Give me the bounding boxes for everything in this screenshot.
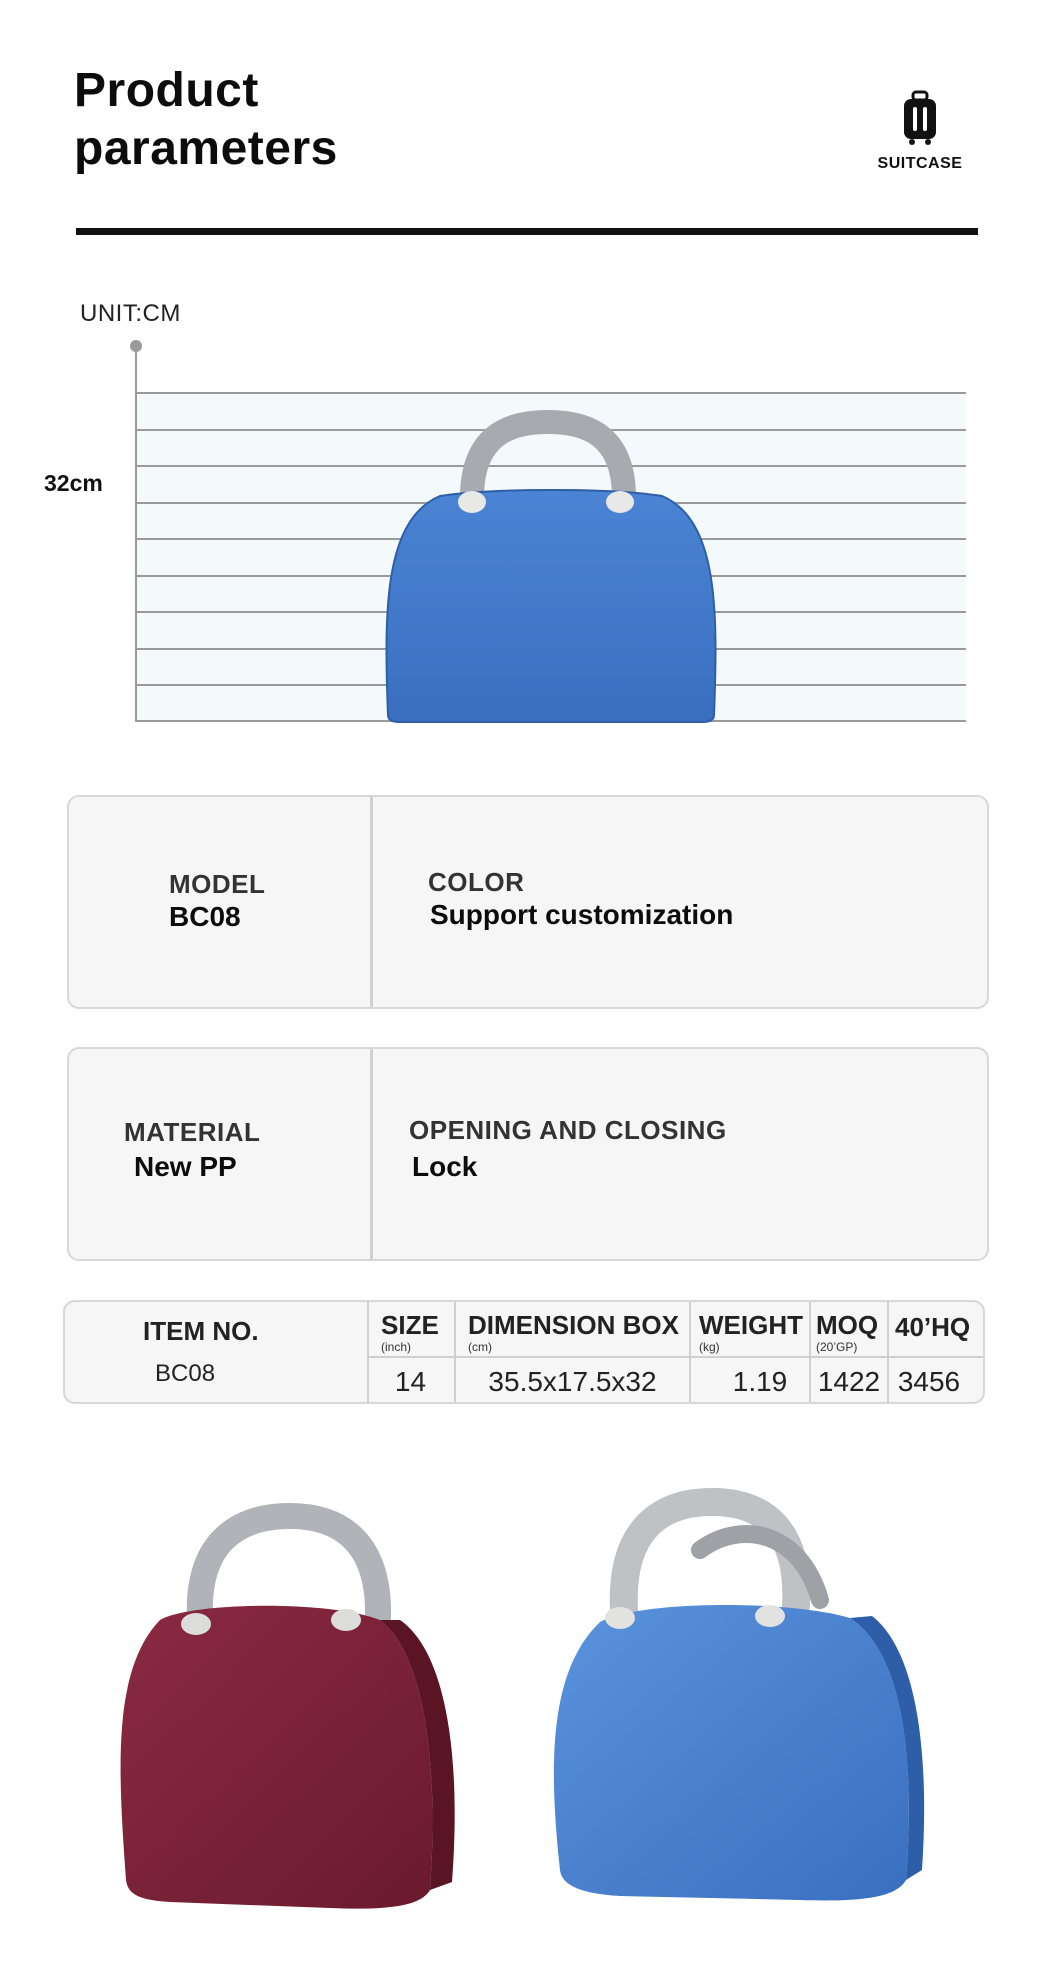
item-no-value: BC08 (155, 1360, 216, 1387)
moq-value: 1422 (817, 1366, 881, 1397)
axis-dot (130, 340, 142, 352)
material-label: MATERIAL (124, 1117, 261, 1147)
model-label: MODEL (169, 869, 266, 899)
title-line-1: Product (74, 64, 259, 117)
dimension-header: DIMENSION BOX (468, 1310, 679, 1340)
weight-value: 1.19 (732, 1366, 788, 1397)
size-unit: (inch) (381, 1340, 412, 1354)
spec-table (63, 1300, 985, 1404)
params-panel-model-color (67, 795, 989, 1009)
hq-value: 3456 (897, 1366, 961, 1397)
panel-divider (370, 1049, 373, 1259)
burgundy-case-image (121, 1516, 455, 1909)
hq-header: 40’HQ (895, 1312, 971, 1342)
brand-label: SUITCASE (877, 155, 963, 172)
weight-header: WEIGHT (699, 1310, 803, 1340)
material-value: New PP (134, 1151, 237, 1182)
height-label: 32cm (44, 470, 103, 496)
dimension-unit: (cm) (468, 1340, 492, 1354)
title-line-2: parameters (74, 122, 338, 175)
weight-unit: (kg) (699, 1340, 720, 1354)
unit-label: UNIT:CM (80, 300, 181, 327)
panel-divider (370, 797, 373, 1007)
opening-label: OPENING AND CLOSING (409, 1115, 727, 1145)
size-value: 14 (394, 1366, 427, 1397)
blue-case-image (554, 1502, 924, 1900)
color-label: COLOR (428, 867, 525, 897)
opening-value: Lock (412, 1151, 478, 1182)
dimension-value: 35.5x17.5x32 (488, 1366, 657, 1397)
params-panel-material-opening (67, 1047, 989, 1261)
product-photos (0, 1450, 1060, 1962)
size-grid-illustration (0, 0, 1060, 760)
moq-unit: (20’GP) (816, 1340, 858, 1354)
moq-header: MOQ (816, 1310, 879, 1340)
item-no-label: ITEM NO. (143, 1316, 259, 1346)
color-value: Support customization (430, 899, 734, 930)
size-header: SIZE (381, 1310, 439, 1340)
model-value: BC08 (169, 901, 241, 932)
